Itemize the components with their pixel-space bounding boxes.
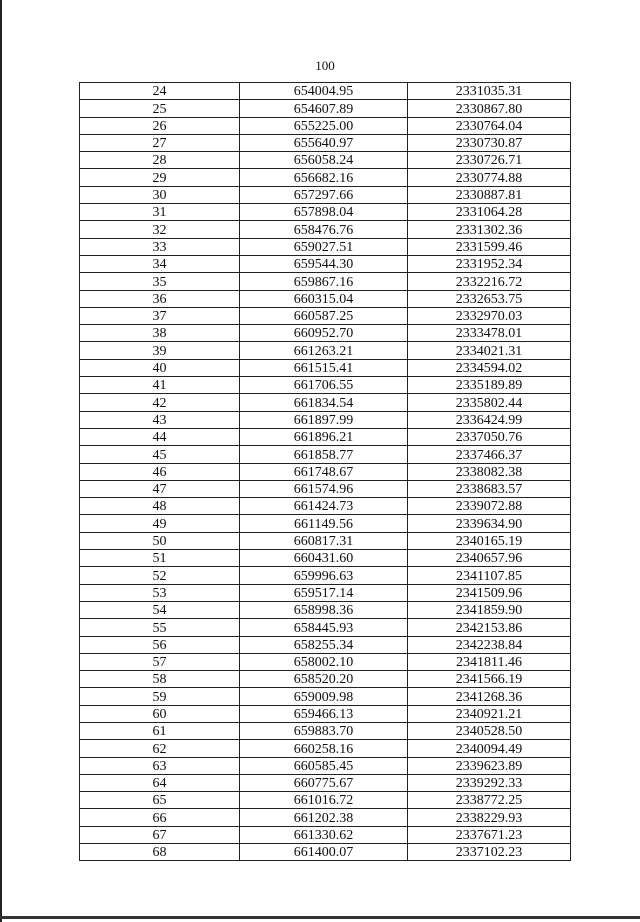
y-coordinate-cell: 2342238.84 xyxy=(408,636,571,653)
point-number-cell: 25 xyxy=(80,100,240,117)
x-coordinate-cell: 658520.20 xyxy=(240,671,408,688)
x-coordinate-cell: 659517.14 xyxy=(240,584,408,601)
y-coordinate-cell: 2337102.23 xyxy=(408,844,571,861)
table-row xyxy=(80,792,571,809)
point-number-cell: 31 xyxy=(80,204,240,221)
point-number-cell: 30 xyxy=(80,186,240,203)
x-coordinate-cell: 658476.76 xyxy=(240,221,408,238)
table-row xyxy=(80,428,571,445)
point-number-cell: 33 xyxy=(80,238,240,255)
x-coordinate-cell: 655640.97 xyxy=(240,134,408,151)
point-number-cell: 51 xyxy=(80,550,240,567)
point-number-cell: 60 xyxy=(80,705,240,722)
x-coordinate-cell: 660817.31 xyxy=(240,532,408,549)
point-number-cell: 53 xyxy=(80,584,240,601)
table-row xyxy=(80,705,571,722)
table-row xyxy=(80,757,571,774)
x-coordinate-cell: 659009.98 xyxy=(240,688,408,705)
x-coordinate-cell: 660587.25 xyxy=(240,307,408,324)
table-row xyxy=(80,221,571,238)
table-row xyxy=(80,290,571,307)
point-number-cell: 59 xyxy=(80,688,240,705)
y-coordinate-cell: 2331064.28 xyxy=(408,204,571,221)
x-coordinate-cell: 658998.36 xyxy=(240,601,408,618)
point-number-cell: 28 xyxy=(80,152,240,169)
table-row xyxy=(80,550,571,567)
y-coordinate-cell: 2340094.49 xyxy=(408,740,571,757)
table-row xyxy=(80,83,571,100)
table-row xyxy=(80,411,571,428)
table-row xyxy=(80,774,571,791)
point-number-cell: 48 xyxy=(80,498,240,515)
x-coordinate-cell: 661400.07 xyxy=(240,844,408,861)
table-row xyxy=(80,394,571,411)
y-coordinate-cell: 2334594.02 xyxy=(408,359,571,376)
x-coordinate-cell: 659544.30 xyxy=(240,255,408,272)
x-coordinate-cell: 659996.63 xyxy=(240,567,408,584)
y-coordinate-cell: 2339634.90 xyxy=(408,515,571,532)
y-coordinate-cell: 2330764.04 xyxy=(408,117,571,134)
point-number-cell: 61 xyxy=(80,722,240,739)
y-coordinate-cell: 2338683.57 xyxy=(408,480,571,497)
x-coordinate-cell: 654004.95 xyxy=(240,83,408,100)
x-coordinate-cell: 660315.04 xyxy=(240,290,408,307)
y-coordinate-cell: 2338082.38 xyxy=(408,463,571,480)
x-coordinate-cell: 657898.04 xyxy=(240,204,408,221)
point-number-cell: 43 xyxy=(80,411,240,428)
x-coordinate-cell: 661424.73 xyxy=(240,498,408,515)
point-number-cell: 42 xyxy=(80,394,240,411)
page-edge-left xyxy=(0,0,2,922)
y-coordinate-cell: 2342153.86 xyxy=(408,619,571,636)
x-coordinate-cell: 661149.56 xyxy=(240,515,408,532)
x-coordinate-cell: 656682.16 xyxy=(240,169,408,186)
y-coordinate-cell: 2338229.93 xyxy=(408,809,571,826)
table-row xyxy=(80,498,571,515)
point-number-cell: 62 xyxy=(80,740,240,757)
table-row xyxy=(80,619,571,636)
x-coordinate-cell: 658445.93 xyxy=(240,619,408,636)
x-coordinate-cell: 655225.00 xyxy=(240,117,408,134)
x-coordinate-cell: 661858.77 xyxy=(240,446,408,463)
y-coordinate-cell: 2337671.23 xyxy=(408,826,571,843)
table-row xyxy=(80,653,571,670)
coordinate-table-body xyxy=(80,83,571,861)
point-number-cell: 45 xyxy=(80,446,240,463)
point-number-cell: 64 xyxy=(80,774,240,791)
table-row xyxy=(80,463,571,480)
point-number-cell: 41 xyxy=(80,377,240,394)
x-coordinate-cell: 656058.24 xyxy=(240,152,408,169)
table-row xyxy=(80,480,571,497)
x-coordinate-cell: 661834.54 xyxy=(240,394,408,411)
table-row xyxy=(80,325,571,342)
x-coordinate-cell: 659867.16 xyxy=(240,273,408,290)
y-coordinate-cell: 2330730.87 xyxy=(408,134,571,151)
table-row xyxy=(80,567,571,584)
table-row xyxy=(80,636,571,653)
point-number-cell: 26 xyxy=(80,117,240,134)
point-number-cell: 39 xyxy=(80,342,240,359)
point-number-cell: 35 xyxy=(80,273,240,290)
y-coordinate-cell: 2341811.46 xyxy=(408,653,571,670)
table-row xyxy=(80,273,571,290)
table-row xyxy=(80,844,571,861)
x-coordinate-cell: 661748.67 xyxy=(240,463,408,480)
point-number-cell: 54 xyxy=(80,601,240,618)
y-coordinate-cell: 2330887.81 xyxy=(408,186,571,203)
point-number-cell: 44 xyxy=(80,428,240,445)
x-coordinate-cell: 660258.16 xyxy=(240,740,408,757)
x-coordinate-cell: 661897.99 xyxy=(240,411,408,428)
table-row xyxy=(80,826,571,843)
point-number-cell: 56 xyxy=(80,636,240,653)
table-row xyxy=(80,446,571,463)
x-coordinate-cell: 660431.60 xyxy=(240,550,408,567)
y-coordinate-cell: 2332653.75 xyxy=(408,290,571,307)
y-coordinate-cell: 2341509.96 xyxy=(408,584,571,601)
point-number-cell: 27 xyxy=(80,134,240,151)
y-coordinate-cell: 2339072.88 xyxy=(408,498,571,515)
table-row xyxy=(80,186,571,203)
table-row xyxy=(80,100,571,117)
point-number-cell: 49 xyxy=(80,515,240,532)
point-number-cell: 66 xyxy=(80,809,240,826)
point-number-cell: 29 xyxy=(80,169,240,186)
point-number-cell: 37 xyxy=(80,307,240,324)
y-coordinate-cell: 2338772.25 xyxy=(408,792,571,809)
y-coordinate-cell: 2339623.89 xyxy=(408,757,571,774)
y-coordinate-cell: 2340165.19 xyxy=(408,532,571,549)
x-coordinate-cell: 661515.41 xyxy=(240,359,408,376)
y-coordinate-cell: 2331599.46 xyxy=(408,238,571,255)
x-coordinate-cell: 661330.62 xyxy=(240,826,408,843)
y-coordinate-cell: 2333478.01 xyxy=(408,325,571,342)
table-row xyxy=(80,307,571,324)
x-coordinate-cell: 657297.66 xyxy=(240,186,408,203)
point-number-cell: 38 xyxy=(80,325,240,342)
x-coordinate-cell: 661263.21 xyxy=(240,342,408,359)
table-row xyxy=(80,515,571,532)
x-coordinate-cell: 654607.89 xyxy=(240,100,408,117)
table-row xyxy=(80,152,571,169)
y-coordinate-cell: 2341268.36 xyxy=(408,688,571,705)
table-row xyxy=(80,671,571,688)
y-coordinate-cell: 2336424.99 xyxy=(408,411,571,428)
table-row xyxy=(80,722,571,739)
point-number-cell: 47 xyxy=(80,480,240,497)
table-row xyxy=(80,740,571,757)
table-row xyxy=(80,342,571,359)
point-number-cell: 67 xyxy=(80,826,240,843)
point-number-cell: 58 xyxy=(80,671,240,688)
page-edge-bottom xyxy=(0,916,640,919)
table-row xyxy=(80,601,571,618)
table-row xyxy=(80,117,571,134)
point-number-cell: 52 xyxy=(80,567,240,584)
y-coordinate-cell: 2332970.03 xyxy=(408,307,571,324)
table-row xyxy=(80,688,571,705)
x-coordinate-cell: 659466.13 xyxy=(240,705,408,722)
point-number-cell: 34 xyxy=(80,255,240,272)
x-coordinate-cell: 661016.72 xyxy=(240,792,408,809)
y-coordinate-cell: 2331035.31 xyxy=(408,83,571,100)
table-row xyxy=(80,204,571,221)
y-coordinate-cell: 2331952.34 xyxy=(408,255,571,272)
x-coordinate-cell: 661896.21 xyxy=(240,428,408,445)
y-coordinate-cell: 2330867.80 xyxy=(408,100,571,117)
table-row xyxy=(80,238,571,255)
x-coordinate-cell: 660775.67 xyxy=(240,774,408,791)
y-coordinate-cell: 2332216.72 xyxy=(408,273,571,290)
x-coordinate-cell: 660952.70 xyxy=(240,325,408,342)
x-coordinate-cell: 660585.45 xyxy=(240,757,408,774)
coordinate-table xyxy=(79,82,571,861)
y-coordinate-cell: 2340528.50 xyxy=(408,722,571,739)
y-coordinate-cell: 2335189.89 xyxy=(408,377,571,394)
table-row xyxy=(80,584,571,601)
table-row xyxy=(80,809,571,826)
x-coordinate-cell: 661706.55 xyxy=(240,377,408,394)
y-coordinate-cell: 2340657.96 xyxy=(408,550,571,567)
point-number-cell: 57 xyxy=(80,653,240,670)
point-number-cell: 63 xyxy=(80,757,240,774)
y-coordinate-cell: 2330726.71 xyxy=(408,152,571,169)
point-number-cell: 40 xyxy=(80,359,240,376)
x-coordinate-cell: 658002.10 xyxy=(240,653,408,670)
point-number-cell: 24 xyxy=(80,83,240,100)
point-number-cell: 36 xyxy=(80,290,240,307)
y-coordinate-cell: 2334021.31 xyxy=(408,342,571,359)
y-coordinate-cell: 2339292.33 xyxy=(408,774,571,791)
table-row xyxy=(80,134,571,151)
point-number-cell: 55 xyxy=(80,619,240,636)
point-number-cell: 46 xyxy=(80,463,240,480)
table-row xyxy=(80,255,571,272)
point-number-cell: 32 xyxy=(80,221,240,238)
y-coordinate-cell: 2341859.90 xyxy=(408,601,571,618)
x-coordinate-cell: 659883.70 xyxy=(240,722,408,739)
x-coordinate-cell: 658255.34 xyxy=(240,636,408,653)
page-number: 100 xyxy=(315,58,335,73)
x-coordinate-cell: 661202.38 xyxy=(240,809,408,826)
point-number-cell: 65 xyxy=(80,792,240,809)
x-coordinate-cell: 661574.96 xyxy=(240,480,408,497)
table-row xyxy=(80,169,571,186)
table-row xyxy=(80,359,571,376)
point-number-cell: 50 xyxy=(80,532,240,549)
y-coordinate-cell: 2340921.21 xyxy=(408,705,571,722)
y-coordinate-cell: 2330774.88 xyxy=(408,169,571,186)
table-row xyxy=(80,377,571,394)
table-row xyxy=(80,532,571,549)
point-number-cell: 68 xyxy=(80,844,240,861)
y-coordinate-cell: 2341107.85 xyxy=(408,567,571,584)
y-coordinate-cell: 2331302.36 xyxy=(408,221,571,238)
y-coordinate-cell: 2335802.44 xyxy=(408,394,571,411)
x-coordinate-cell: 659027.51 xyxy=(240,238,408,255)
y-coordinate-cell: 2337050.76 xyxy=(408,428,571,445)
y-coordinate-cell: 2341566.19 xyxy=(408,671,571,688)
y-coordinate-cell: 2337466.37 xyxy=(408,446,571,463)
